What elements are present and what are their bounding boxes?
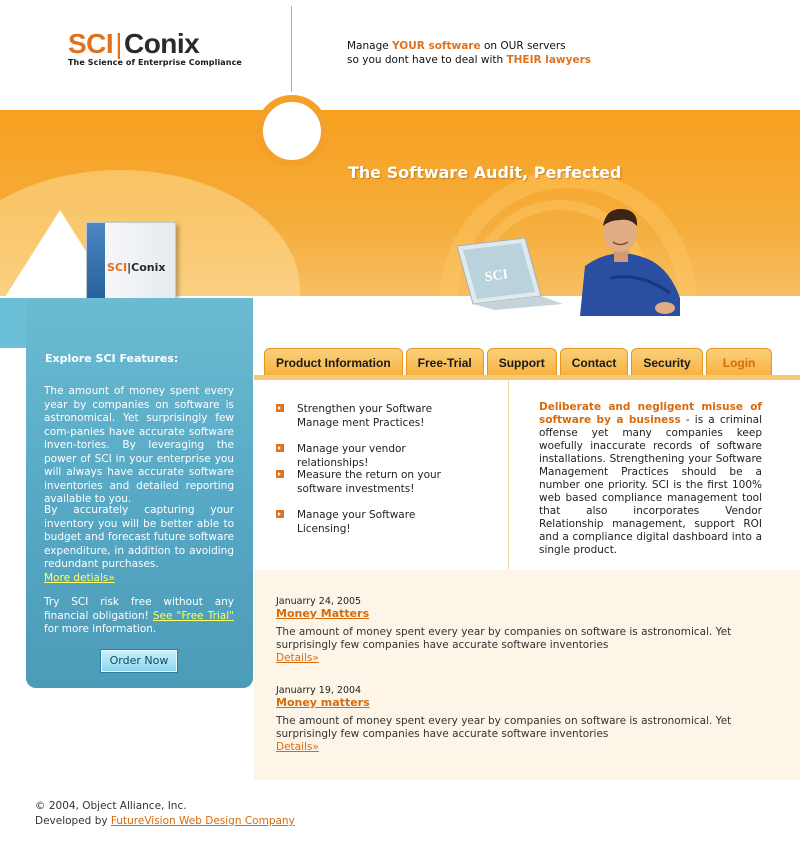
feature-item — [276, 468, 472, 496]
copyright-text: © 2004, Object Alliance, Inc. — [35, 800, 187, 812]
tab-security[interactable]: Security — [631, 348, 702, 375]
news-details-link[interactable]: Details» — [276, 741, 319, 753]
logo-divider: | — [115, 28, 122, 59]
news-body: The amount of money spent every year by companies on software is astronomical. Yet surprisingly few companies have accurate software inventories — [276, 715, 732, 740]
arrow-bullet-icon — [276, 510, 284, 518]
arrow-bullet-icon — [276, 444, 284, 452]
tab-contact[interactable]: Contact — [560, 348, 629, 375]
arrow-bullet-icon — [276, 404, 284, 412]
feature-item — [276, 442, 472, 470]
logo-conix: Conix — [123, 28, 200, 59]
sidebar-paragraph-2-text: By accurately capturing your inventory you will be better able to budget and forecast future software expenditure, in addition to avoiding redundant purchases. — [44, 504, 234, 570]
arrow-bullet-icon — [276, 470, 284, 478]
free-trial-link[interactable]: See "Free Trial" — [152, 609, 234, 622]
slogan-line2-highlight: THEIR lawyers — [506, 54, 592, 66]
sidebar-paragraph-3-post: for more information. — [44, 623, 157, 635]
tab-login[interactable]: Login — [706, 348, 773, 375]
logo-sci: SCI — [68, 28, 114, 59]
feature-text: Strengthen your Software Manage ment Practices! — [297, 403, 433, 429]
logo[interactable] — [68, 28, 242, 67]
header-slogan — [347, 39, 591, 67]
news-body: The amount of money spent every year by companies on software is astronomical. Yet surprisingly few companies have accurate software inventories — [276, 626, 732, 651]
feature-text: Measure the return on your software investments! — [297, 469, 442, 495]
slogan-line1-highlight: YOUR software — [392, 40, 481, 52]
laptop-label: SCI — [483, 267, 510, 286]
sidebar-paragraph-1: The amount of money spent every year by companies on software is astronomical. Yet surprisingly few com-panies have accurate software inven-tories. By leveraging the power of SCI in your enterprise you will always have accurate software inventories and detailed reporting available to you. — [44, 385, 234, 505]
feature-text: Manage your Software Licensing! — [297, 509, 416, 535]
more-details-link[interactable]: More detials» — [44, 571, 115, 584]
news-date: Januarry 24, 2005 — [276, 596, 362, 607]
tab-free-trial[interactable]: Free-Trial — [406, 348, 484, 375]
logo-tagline: The Science of Enterprise Compliance — [68, 58, 242, 67]
feature-text: Manage your vendor relationships! — [297, 443, 406, 469]
sidebar-paragraph-2 — [44, 504, 234, 585]
compliance-description — [539, 401, 762, 557]
news-date: Januarry 19, 2004 — [276, 685, 362, 696]
developer-credit-pre: Developed by — [35, 815, 111, 827]
sidebar-paragraph-3 — [44, 596, 234, 637]
hero-headline: The Software Audit, Perfected — [348, 163, 622, 182]
order-now-button[interactable]: Order Now — [101, 650, 177, 672]
nav-tabs — [264, 348, 772, 376]
news-details-link[interactable]: Details» — [276, 652, 319, 664]
header-divider — [291, 6, 292, 92]
tab-product-information[interactable]: Product Information — [264, 348, 403, 375]
decorative-circle — [256, 95, 328, 167]
feature-item — [276, 508, 472, 536]
sidebar-paragraph-3-pre: Try SCI risk free without any financial obligation! — [44, 596, 234, 622]
sidebar-title: Explore SCI Features: — [45, 352, 179, 365]
developer-credit — [35, 815, 295, 827]
news-title-link[interactable]: Money Matters — [276, 607, 370, 620]
compliance-body: - is a criminal offense yet many companies keep woefully inaccurate records of software installations. Strengthening your Software Management Practices should be a number one priority. SCI is the first 100% web based compliance management tool that also incorporates Vendor Relationship management, support ROI and a compliance digital dashboard into a single product. — [539, 414, 762, 556]
tab-support[interactable]: Support — [487, 348, 557, 375]
feature-item — [276, 402, 472, 430]
compliance-emphasis: Deliberate and negligent misuse of software by a business — [539, 401, 762, 426]
slogan-line2-pre: so you dont have to deal with — [347, 54, 507, 66]
product-box-logo: SCI|Conix — [107, 261, 166, 274]
laptop-image — [455, 238, 565, 310]
slogan-line1-post: on OUR servers — [480, 40, 566, 52]
slogan-line1-pre: Manage — [347, 40, 393, 52]
content-divider — [508, 380, 509, 570]
developer-link[interactable]: FutureVision Web Design Company — [110, 815, 295, 827]
news-title-link[interactable]: Money matters — [276, 696, 370, 709]
